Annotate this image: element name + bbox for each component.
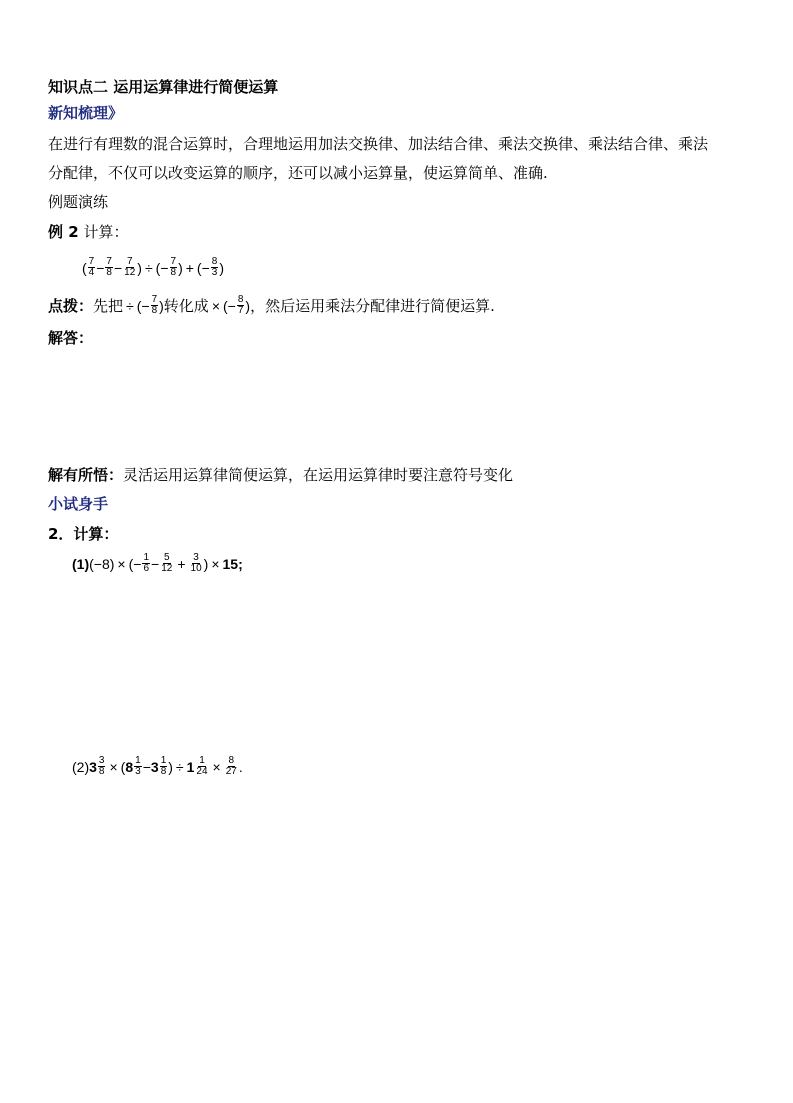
problem2-label: 2．计算： xyxy=(48,525,119,543)
paren-close: ) xyxy=(178,259,183,276)
fraction: $\frac{7}{4}$ xyxy=(88,256,95,278)
insight-line xyxy=(48,465,513,485)
paren-open: ( xyxy=(120,758,126,775)
mixed-integer: 3 xyxy=(89,758,97,775)
practice-heading: 小试身手 xyxy=(48,495,109,513)
paren-close: ) xyxy=(137,259,142,276)
fraction: $\frac{1}{3}$ xyxy=(135,755,141,777)
plus-sign: + xyxy=(185,259,194,276)
hint-expression-2: × (− $\frac{8}{7}$ ) xyxy=(211,294,251,316)
problem-2-expression xyxy=(72,756,243,777)
hint-line xyxy=(48,295,495,316)
period: . xyxy=(238,758,243,775)
fraction: $\frac{1}{8}$ xyxy=(160,755,167,777)
paren-open: ( xyxy=(82,259,87,276)
mixed-integer: 3 xyxy=(150,758,159,775)
times-sign: × xyxy=(211,555,220,572)
example-heading: 例题演练 xyxy=(48,193,109,211)
paren-open: (− xyxy=(155,259,169,276)
minus-sign: − xyxy=(96,259,105,276)
term: (−8) xyxy=(89,555,115,572)
plus-sign: + xyxy=(177,555,186,572)
fraction: $\frac{7}{8}$ xyxy=(106,256,112,278)
mixed-integer: 8 xyxy=(125,758,134,775)
new-knowledge-heading: 新知梳理》 xyxy=(48,104,124,122)
minus-sign: − xyxy=(113,259,123,276)
insight-label: 解有所悟： xyxy=(48,466,124,484)
problem-2-label: (2) xyxy=(72,758,90,775)
insight-text: 灵活运用运算律简便运算，在运用运算律时要注意符号变化 xyxy=(123,466,514,484)
problem-1-expression xyxy=(72,553,243,574)
fraction: $\frac{3}{10}$ xyxy=(190,552,202,574)
hint-label: 点拨： xyxy=(48,296,94,315)
mixed-integer: 1 xyxy=(186,758,195,775)
fraction: $\frac{1}{6}$ xyxy=(143,552,150,574)
answer-label: 解答： xyxy=(48,329,94,347)
example2-text: 计算： xyxy=(83,223,129,241)
paren-close: ) xyxy=(219,259,224,276)
hint-post: ，然后运用乘法分配律进行简便运算. xyxy=(250,296,495,315)
hint-expression-1: ÷ (− $\frac{7}{8}$ ) xyxy=(126,294,164,316)
paren-open: (− xyxy=(128,555,142,572)
paren-open: (− xyxy=(196,259,210,276)
example2-expression xyxy=(82,257,224,278)
hint-mid: 转化成 xyxy=(163,296,209,315)
divide-sign: ÷ xyxy=(144,259,153,276)
example2-label: 例 2 xyxy=(48,223,79,241)
times-sign: × xyxy=(117,555,126,572)
minus-sign: − xyxy=(151,555,160,572)
fraction: $\frac{8}{27}$ xyxy=(225,755,237,777)
fraction: $\frac{7}{12}$ xyxy=(124,256,136,278)
fraction: $\frac{5}{12}$ xyxy=(161,552,173,574)
paragraph-line-1: 在进行有理数的混合运算时，合理地运用加法交换律、加法结合律、乘法交换律、乘法结合律、乘法 xyxy=(48,135,709,153)
times-sign: × xyxy=(212,758,221,775)
paragraph-line-2: 分配律，不仅可以改变运算的顺序，还可以减小运算量，使运算简单、准确. xyxy=(48,164,548,182)
fraction: $\frac{7}{8}$ xyxy=(170,256,177,278)
minus-sign: − xyxy=(142,758,151,775)
fraction: $\frac{1}{24}$ xyxy=(196,755,208,777)
fraction: $\frac{3}{8}$ xyxy=(98,755,105,777)
fraction: $\frac{8}{3}$ xyxy=(211,256,218,278)
hint-pre: 先把 xyxy=(93,296,124,315)
example2-line xyxy=(48,222,128,242)
divide-sign: ÷ xyxy=(175,758,184,775)
term: 15; xyxy=(222,555,243,572)
paren-close: ) xyxy=(203,555,209,572)
times-sign: × xyxy=(109,758,118,775)
section-title: 知识点二 运用运算律进行简便运算 xyxy=(48,78,279,96)
paren-close: ) xyxy=(168,758,173,775)
problem-1-label: (1) xyxy=(72,555,90,572)
